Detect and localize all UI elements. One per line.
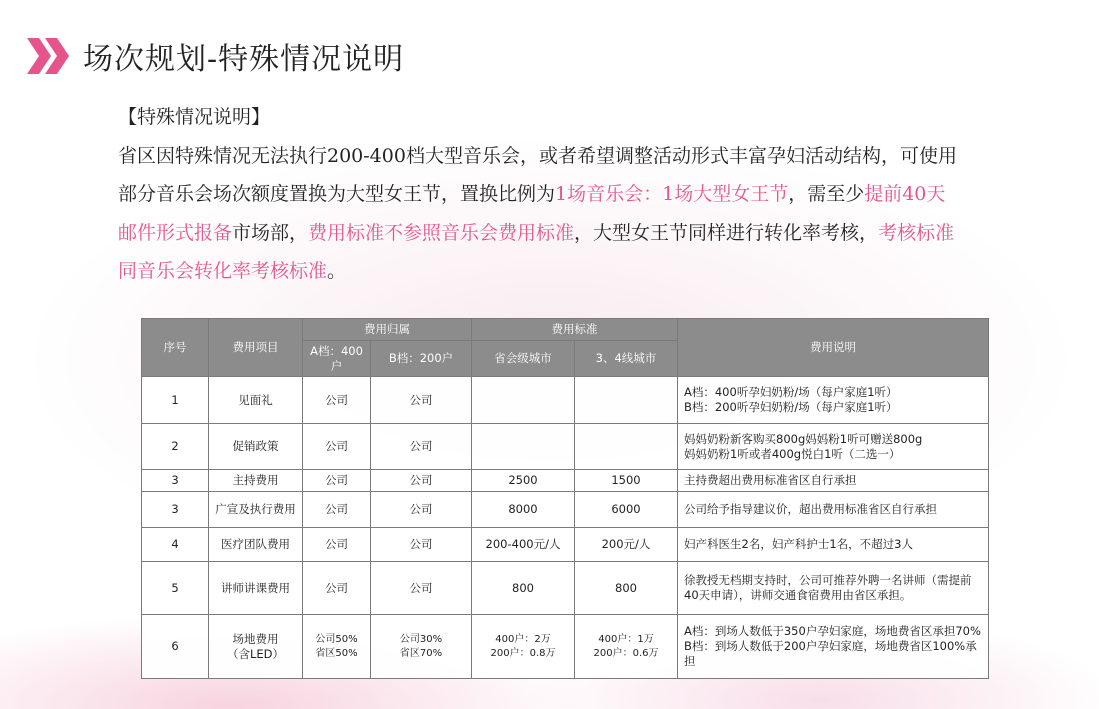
cell-seq: 3 bbox=[142, 492, 209, 528]
desc-line: B档：200听孕妇奶粉/场（每户家庭1听） bbox=[684, 400, 898, 414]
cell-city-tier34: 1500 bbox=[575, 470, 678, 492]
share-line: 省区70% bbox=[399, 647, 443, 659]
cell-city-tier34 bbox=[575, 424, 678, 470]
cell-city-tier34 bbox=[575, 377, 678, 424]
cell-tier-b: 公司 bbox=[371, 470, 472, 492]
cell-seq: 2 bbox=[142, 424, 209, 470]
intro-heading: 【特殊情况说明】 bbox=[118, 106, 271, 128]
desc-line: A档：400听孕妇奶粉/场（每户家庭1听） bbox=[684, 385, 898, 399]
cell-item: 促销政策 bbox=[209, 424, 303, 470]
cell-tier-a: 公司 bbox=[303, 562, 371, 615]
cell-tier-b: 公司 bbox=[371, 492, 472, 528]
cell-tier-a: 公司 bbox=[303, 424, 371, 470]
cost-line: 400户：2万 bbox=[495, 633, 551, 645]
cell-tier-b: 公司 bbox=[371, 528, 472, 562]
intro-highlight-standard: 费用标准不参照音乐会费用标准 bbox=[308, 221, 575, 244]
header-standard: 费用标准 bbox=[472, 319, 678, 341]
table-row bbox=[142, 615, 989, 679]
header-belong: 费用归属 bbox=[303, 319, 472, 341]
cell-city-capital: 200-400元/人 bbox=[472, 528, 575, 562]
cost-line: 200户：0.8万 bbox=[490, 647, 556, 659]
cell-tier-a: 公司 bbox=[303, 377, 371, 424]
share-line: 公司50% bbox=[315, 633, 358, 645]
intro-text-1: 省区因特殊情况无法执行200-400档大型音乐会，或者希望调整活动形式丰富孕妇活动结构，可使用部分音乐会场次额度置换为大型女王节，置换比例为 bbox=[118, 144, 957, 205]
cost-line: 200户：0.6万 bbox=[593, 647, 659, 659]
cell-tier-a: 公司 bbox=[303, 528, 371, 562]
page-title: 场次规划-特殊情况说明 bbox=[83, 42, 405, 77]
cost-line: 400户：1万 bbox=[598, 633, 654, 645]
cell-city-capital: 2500 bbox=[472, 470, 575, 492]
cell-seq: 3 bbox=[142, 470, 209, 492]
cell-city-capital: 8000 bbox=[472, 492, 575, 528]
table-row bbox=[142, 528, 989, 562]
cell-item: 讲师讲课费用 bbox=[209, 562, 303, 615]
cell-tier-a: 公司 bbox=[303, 492, 371, 528]
cell-city-tier34: 6000 bbox=[575, 492, 678, 528]
header-item: 费用项目 bbox=[209, 319, 303, 377]
cell-seq: 4 bbox=[142, 528, 209, 562]
cell-tier-a bbox=[303, 615, 371, 679]
cell-city-capital bbox=[472, 424, 575, 470]
share-line: 公司30% bbox=[399, 633, 443, 645]
cell-city-capital bbox=[472, 377, 575, 424]
desc-line: 妈妈奶粉新客购买800g妈妈粉1听可赠送800g bbox=[684, 431, 923, 446]
header-desc: 费用说明 bbox=[678, 319, 989, 377]
item-line: （含LED） bbox=[226, 646, 285, 661]
table-row bbox=[142, 424, 989, 470]
cell-item bbox=[209, 615, 303, 679]
double-chevron-icon bbox=[25, 36, 73, 76]
cell-tier-b: 公司 bbox=[371, 562, 472, 615]
table-row bbox=[142, 470, 989, 492]
cell-tier-b bbox=[371, 615, 472, 679]
intro-body bbox=[118, 137, 958, 291]
cell-city-tier34: 800 bbox=[575, 562, 678, 615]
cell-desc bbox=[678, 615, 989, 679]
table-row bbox=[142, 492, 989, 528]
intro-text-2: ，需至少 bbox=[788, 183, 865, 205]
cell-item: 主持费用 bbox=[209, 470, 303, 492]
table-row bbox=[142, 377, 989, 424]
cell-desc: 妇产科医生2名，妇产科护士1名，不超过3人 bbox=[678, 528, 989, 562]
fee-table bbox=[141, 318, 989, 679]
item-line: 场地费用 bbox=[232, 631, 279, 646]
cell-city-tier34: 200元/人 bbox=[575, 528, 678, 562]
cell-desc bbox=[678, 424, 989, 470]
desc-line: A档：到场人数低于350户孕妇家庭，场地费省区承担70% bbox=[684, 624, 981, 638]
cell-tier-b: 公司 bbox=[371, 377, 472, 424]
intro-highlight-report: 提前40天邮件形式报备 bbox=[118, 183, 946, 244]
cell-item: 医疗团队费用 bbox=[209, 528, 303, 562]
intro-text-4: ，大型女王节同样进行转化率考核， bbox=[574, 221, 879, 244]
desc-line: 妈妈奶粉1听或者400g悦白1听（二选一） bbox=[684, 446, 901, 461]
cell-city-tier34 bbox=[575, 615, 678, 679]
header-city-capital: 省会级城市 bbox=[472, 341, 575, 377]
header-seq: 序号 bbox=[142, 319, 209, 377]
cell-tier-b: 公司 bbox=[371, 424, 472, 470]
cell-seq: 5 bbox=[142, 562, 209, 615]
cell-tier-a: 公司 bbox=[303, 470, 371, 492]
header-city-tier34: 3、4线城市 bbox=[575, 341, 678, 377]
share-line: 省区50% bbox=[315, 647, 358, 659]
cell-item: 广宣及执行费用 bbox=[209, 492, 303, 528]
cell-desc: 公司给予指导建议价，超出费用标准省区自行承担 bbox=[678, 492, 989, 528]
title-bar bbox=[25, 28, 404, 84]
cell-seq: 6 bbox=[142, 615, 209, 679]
intro-highlight-ratio: 1场音乐会：1场大型女王节 bbox=[555, 183, 789, 205]
header-tier-b: B档：200户 bbox=[371, 341, 472, 377]
intro-highlight-assessment: 考核标准同音乐会转化率考核标准 bbox=[118, 221, 955, 282]
cell-item: 见面礼 bbox=[209, 377, 303, 424]
intro-text-3: 市场部， bbox=[232, 221, 309, 244]
desc-line: B档：到场人数低于200户孕妇家庭，场地费省区100%承担 bbox=[684, 639, 977, 668]
cell-city-capital: 800 bbox=[472, 562, 575, 615]
intro-section bbox=[118, 98, 958, 291]
cell-desc: 主持费超出费用标准省区自行承担 bbox=[678, 470, 989, 492]
table-row bbox=[142, 562, 989, 615]
cell-seq: 1 bbox=[142, 377, 209, 424]
intro-text-5: 。 bbox=[327, 260, 347, 282]
cell-desc: 徐教授无档期支持时，公司可推荐外聘一名讲师（需提前40天申请），讲师交通食宿费用由省区承担。 bbox=[678, 562, 989, 615]
header-tier-a: A档：400户 bbox=[303, 341, 371, 377]
cell-desc bbox=[678, 377, 989, 424]
cell-city-capital bbox=[472, 615, 575, 679]
